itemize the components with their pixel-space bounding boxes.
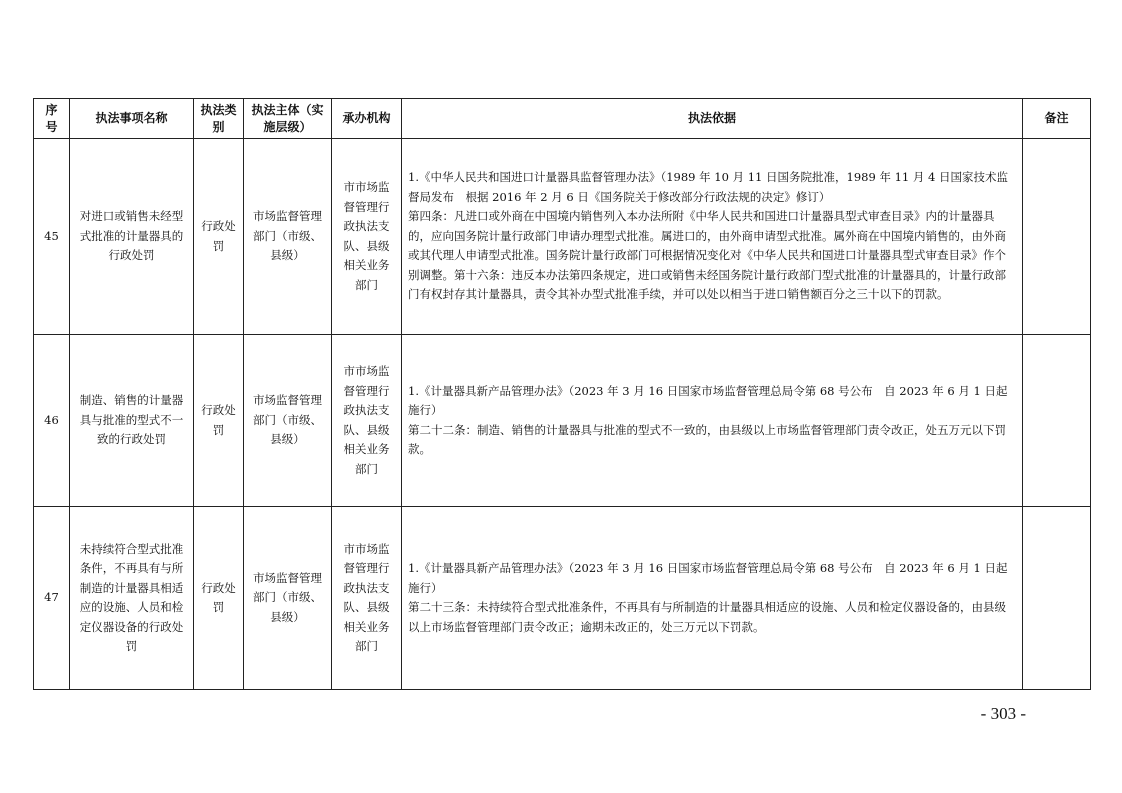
row-type: 行政处罚 [194, 335, 244, 507]
row-subject: 市场监督管理部门（市级、县级） [244, 507, 332, 690]
basis-article: 第二十三条：未持续符合型式批准条件，不再具有与所制造的计量器具相适应的设施、人员和检定仪器设备的，由县级以上市场监督管理部门责令改正；逾期未改正的，处三万元以下罚款。 [408, 600, 1006, 634]
row-note [1023, 507, 1091, 690]
row-org: 市市场监督管理行政执法支队、县级相关业务部门 [332, 335, 402, 507]
row-num: 46 [34, 335, 70, 507]
row-org: 市市场监督管理行政执法支队、县级相关业务部门 [332, 139, 402, 335]
row-type: 行政处罚 [194, 139, 244, 335]
row-basis [402, 335, 1023, 507]
row-note [1023, 139, 1091, 335]
header-subject: 执法主体（实施层级） [244, 99, 332, 139]
row-num: 45 [34, 139, 70, 335]
page-number: - 303 - [980, 704, 1026, 723]
row-item-name: 制造、销售的计量器具与批准的型式不一致的行政处罚 [70, 335, 194, 507]
basis-source: 1.《中华人民共和国进口计量器具监督管理办法》（1989 年 10 月 11 日国务院批准，1989 年 11 月 4 日国家技术监督局发布 根据 2016 年 2 月 6 日《国务院关于修改部分行政法规的决定》修订） [408, 170, 1009, 204]
header-num: 序号 [34, 99, 70, 139]
table-row [34, 139, 1091, 335]
enforcement-table [33, 98, 1091, 690]
header-org: 承办机构 [332, 99, 402, 139]
row-org: 市市场监督管理行政执法支队、县级相关业务部门 [332, 507, 402, 690]
row-item-name: 未持续符合型式批准条件，不再具有与所制造的计量器具相适应的设施、人员和检定仪器设备的行政处罚 [70, 507, 194, 690]
row-num: 47 [34, 507, 70, 690]
header-name: 执法事项名称 [70, 99, 194, 139]
header-type: 执法类别 [194, 99, 244, 139]
basis-article: 第二十二条：制造、销售的计量器具与批准的型式不一致的，由县级以上市场监督管理部门责令改正，处五万元以下罚款。 [408, 422, 1006, 456]
header-note: 备注 [1023, 99, 1091, 139]
basis-source: 1.《计量器具新产品管理办法》（2023 年 3 月 16 日国家市场监督管理总局令第 68 号公布 自 2023 年 6 月 1 日起施行） [408, 561, 1008, 595]
row-subject: 市场监督管理部门（市级、县级） [244, 139, 332, 335]
row-basis [402, 139, 1023, 335]
row-note [1023, 335, 1091, 507]
row-type: 行政处罚 [194, 507, 244, 690]
table-row [34, 507, 1091, 690]
header-basis: 执法依据 [402, 99, 1023, 139]
basis-article: 第四条：凡进口或外商在中国境内销售列入本办法所附《中华人民共和国进口计量器具型式审查目录》内的计量器具的，应向国务院计量行政部门申请办理型式批准。属进口的，由外商申请型式批准。属外商在中国境内销售的，由外商或其代理人申请型式批准。国务院计量行政部门可根据情况变化对《中华人民共和国进口计量器具型式审查目录》作个别调整。第十六条：违反本办法第四条规定，进口或销售未经国务院计量行政部门型式批准的计量器具的，计量行政部门有权封存其计量器具，责令其补办型式批准手续，并可以处以相当于进口销售额百分之三十以下的罚款。 [408, 209, 1006, 302]
table-row [34, 335, 1091, 507]
row-subject: 市场监督管理部门（市级、县级） [244, 335, 332, 507]
basis-source: 1.《计量器具新产品管理办法》（2023 年 3 月 16 日国家市场监督管理总局令第 68 号公布 自 2023 年 6 月 1 日起施行） [408, 383, 1008, 417]
row-basis [402, 507, 1023, 690]
table-header-row [34, 99, 1091, 139]
row-item-name: 对进口或销售未经型式批准的计量器具的行政处罚 [70, 139, 194, 335]
